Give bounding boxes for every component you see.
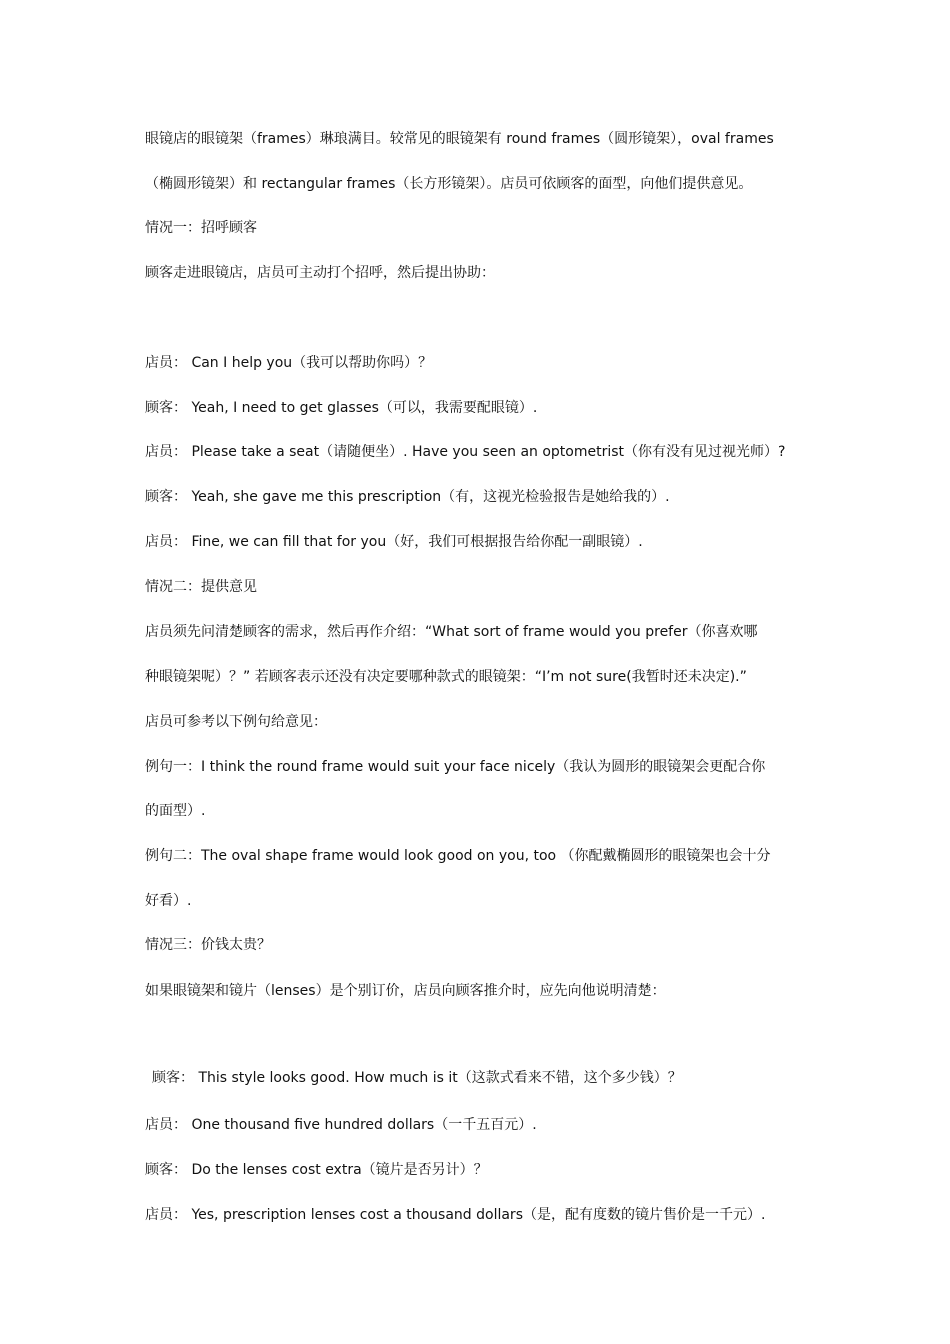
dialogue-line: 顾客： Yeah, she gave me this prescription（有，这视光检验报告是她给我的）. bbox=[145, 489, 670, 505]
section-2-text-line-3: 店员可参考以下例句给意见： bbox=[145, 714, 327, 730]
dialogue-line: 店员： One thousand five hundred dollars（一千五百元）. bbox=[145, 1117, 537, 1133]
intro-paragraph-line-1: 眼镜店的眼镜架（frames）琳琅满目。较常见的眼镜架有 round frames（圆形镜架），oval frames bbox=[145, 131, 774, 147]
dialogue-line: 店员： Fine, we can fill that for you（好，我们可根据报告给你配一副眼镜）. bbox=[145, 534, 643, 550]
section-2-text-line-1: 店员须先问清楚顾客的需求，然后再作介绍：“What sort of frame would you prefer（你喜欢哪 bbox=[145, 624, 758, 640]
dialogue-line: 店员： Please take a seat（请随便坐）. Have you seen an optometrist（你有没有见过视光师）? bbox=[145, 444, 786, 460]
example-sentence-1-line-1: 例句一：I think the round frame would suit your face nicely（我认为圆形的眼镜架会更配合你 bbox=[145, 759, 766, 775]
section-2-text-line-2: 种眼镜架呢）？” 若顾客表示还没有决定要哪种款式的眼镜架：“I’m not sure(我暂时还未决定).” bbox=[145, 669, 747, 685]
intro-paragraph-line-2: （椭圆形镜架）和 rectangular frames（长方形镜架）。店员可依顾客的面型，向他们提供意见。 bbox=[145, 176, 753, 192]
dialogue-line: 店员： Yes, prescription lenses cost a thousand dollars（是，配有度数的镜片售价是一千元）. bbox=[145, 1207, 766, 1223]
section-heading-2: 情况二：提供意见 bbox=[145, 579, 257, 595]
example-sentence-2-line-1: 例句二：The oval shape frame would look good on you, too （你配戴椭圆形的眼镜架也会十分 bbox=[145, 848, 771, 864]
example-sentence-1-line-2: 的面型）. bbox=[145, 803, 206, 819]
section-1-text: 顾客走进眼镜店，店员可主动打个招呼，然后提出协助： bbox=[145, 265, 495, 281]
dialogue-line: 顾客： Do the lenses cost extra（镜片是否另计）？ bbox=[145, 1162, 488, 1178]
example-sentence-2-line-2: 好看）. bbox=[145, 893, 192, 909]
dialogue-line: 店员： Can I help you（我可以帮助你吗）？ bbox=[145, 355, 433, 371]
dialogue-line: 顾客： This style looks good. How much is it（这款式看来不错，这个多少钱）？ bbox=[152, 1070, 682, 1086]
section-heading-1: 情况一：招呼顾客 bbox=[145, 220, 257, 236]
section-3-text: 如果眼镜架和镜片（lenses）是个别订价，店员向顾客推介时，应先向他说明清楚： bbox=[145, 983, 666, 999]
dialogue-line: 顾客： Yeah, I need to get glasses（可以，我需要配眼镜）. bbox=[145, 400, 538, 416]
section-heading-3: 情况三：价钱太贵？ bbox=[145, 937, 271, 953]
